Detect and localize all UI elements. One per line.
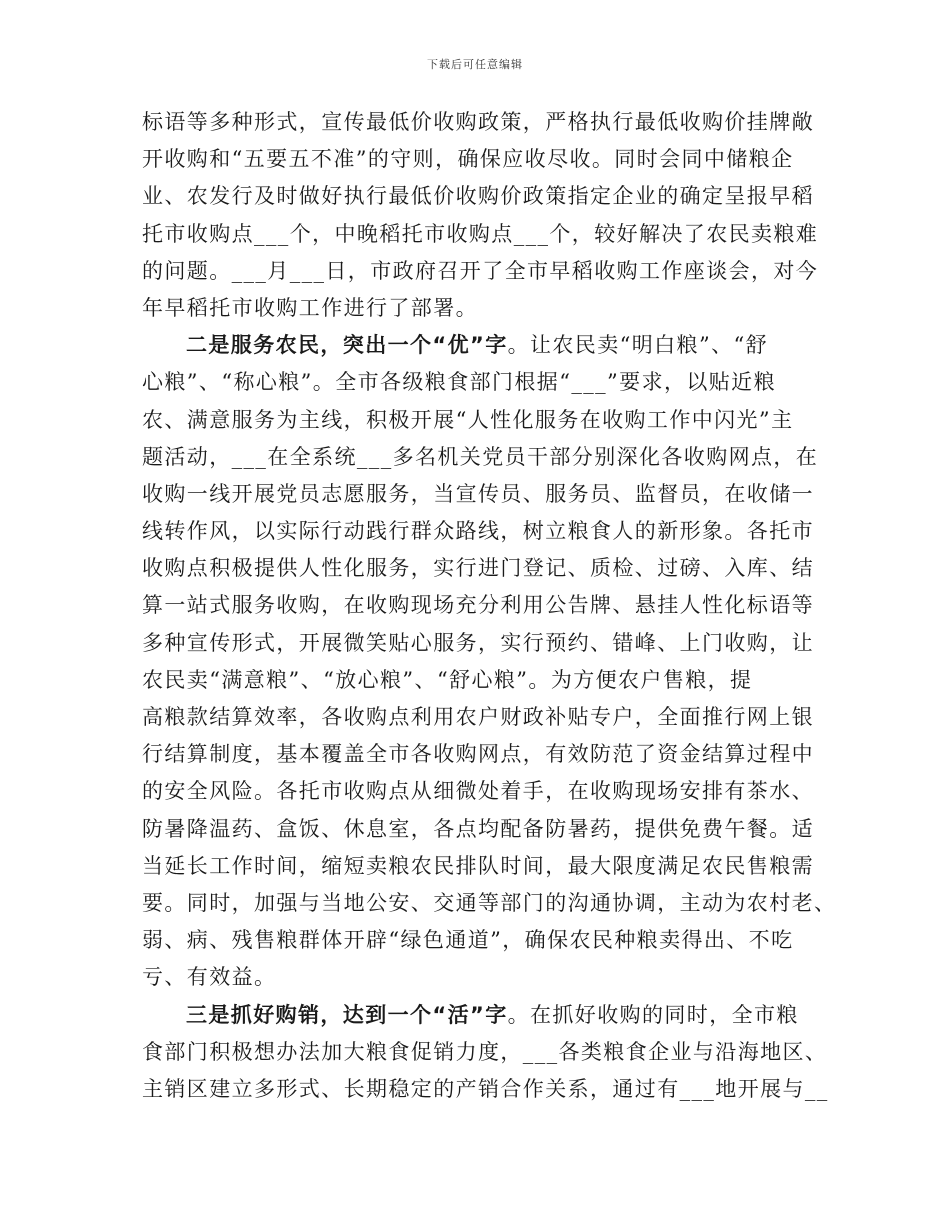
- paragraph-2-text: 。让农民卖“明白粮”、“舒: [507, 333, 769, 358]
- paragraph-2-line: 心粮”、“称心粮”。全市各级粮食部门根据“___”要求，以贴近粮: [142, 370, 776, 395]
- document-body: [142, 104, 837, 1108]
- paragraph-1-line: 标语等多种形式，宣传最低价收购政策，严格执行最低收购价挂牌敞: [142, 110, 814, 134]
- paragraph-2-line: 的安全风险。各托市收购点从细微处着手，在收购现场安排有茶水、: [142, 779, 814, 804]
- paragraph-3-text: 。在抓好收购的同时，全市粮: [507, 1002, 799, 1027]
- paragraph-2-first-line: [142, 327, 814, 364]
- paragraph-2-line: 线转作风，以实际行动践行群众路线，树立粮食人的新形象。各托市: [142, 519, 814, 544]
- paragraph-1-line: 的问题。___月___日，市政府召开了全市早稻收购工作座谈会，对今: [142, 258, 819, 283]
- paragraph-2-line: 算一站式服务收购，在收购现场充分利用公告牌、悬挂人性化标语等: [142, 593, 814, 618]
- paragraph-3-line: 食部门积极想办法加大粮食促销力度，___各类粮食企业与沿海地区、: [142, 1039, 828, 1064]
- paragraph-2-line: 当延长工作时间，缩短卖粮农民排队时间，最大限度满足农民售粮需: [142, 853, 814, 878]
- paragraph-2-line: 行结算制度，基本覆盖全市各收购网点，有效防范了资金结算过程中: [142, 742, 814, 767]
- paragraph-1-line: 年早稻托市收购工作进行了部署。: [142, 295, 478, 320]
- paragraph-1-line: 开收购和“五要五不准”的守则，确保应收尽收。同时会同中储粮企: [142, 147, 794, 172]
- paragraph-2-line: 要。同时，加强与当地公安、交通等部门的沟通协调，主动为农村老、: [142, 890, 837, 915]
- page-header: 下载后可任意编辑: [427, 58, 523, 71]
- paragraph-2-line: 题活动，___在全系统___多名机关党员干部分别深化各收购网点，在: [142, 444, 819, 469]
- paragraph-1-line: 托市收购点___个，中晚稻托市收购点___个，较好解决了农民卖粮难: [142, 221, 819, 246]
- paragraph-2-line: 高粮款结算效率，各收购点利用农户财政补贴专户，全面推行网上银: [142, 705, 814, 729]
- paragraph-2-line: 收购点积极提供人性化服务，实行进门登记、质检、过磅、入库、结: [142, 556, 814, 581]
- paragraph-3-first-line: [142, 997, 814, 1034]
- paragraph-2-heading: 二是服务农民，突出一个“优”字: [186, 333, 508, 358]
- paragraph-1-line: 业、农发行及时做好执行最低价收购价政策指定企业的确定呈报早稻: [142, 184, 814, 209]
- paragraph-2-line: 亏、有效益。: [142, 965, 277, 990]
- paragraph-2-line: 农民卖“满意粮”、“放心粮”、“舒心粮”。为方便农户售粮，提: [142, 667, 753, 692]
- paragraph-2-line: 收购一线开展党员志愿服务，当宣传员、服务员、监督员，在收储一: [142, 481, 814, 506]
- paragraph-2-line: 弱、病、残售粮群体开辟“绿色通道”，确保农民种粮卖得出、不吃: [142, 928, 794, 953]
- paragraph-2-line: 农、满意服务为主线，积极开展“人性化服务在收购工作中闪光”主: [142, 407, 794, 432]
- paragraph-3-line: 主销区建立多形式、长期稳定的产销合作关系，通过有___地开展与__: [142, 1076, 829, 1101]
- paragraph-2-line: 多种宣传形式，开展微笑贴心服务，实行预约、错峰、上门收购，让: [142, 630, 814, 655]
- paragraph-3-heading: 三是抓好购销，达到一个“活”字: [186, 1002, 508, 1027]
- paragraph-2-line: 防暑降温药、盒饭、休息室，各点均配备防暑药，提供免费午餐。适: [142, 816, 814, 841]
